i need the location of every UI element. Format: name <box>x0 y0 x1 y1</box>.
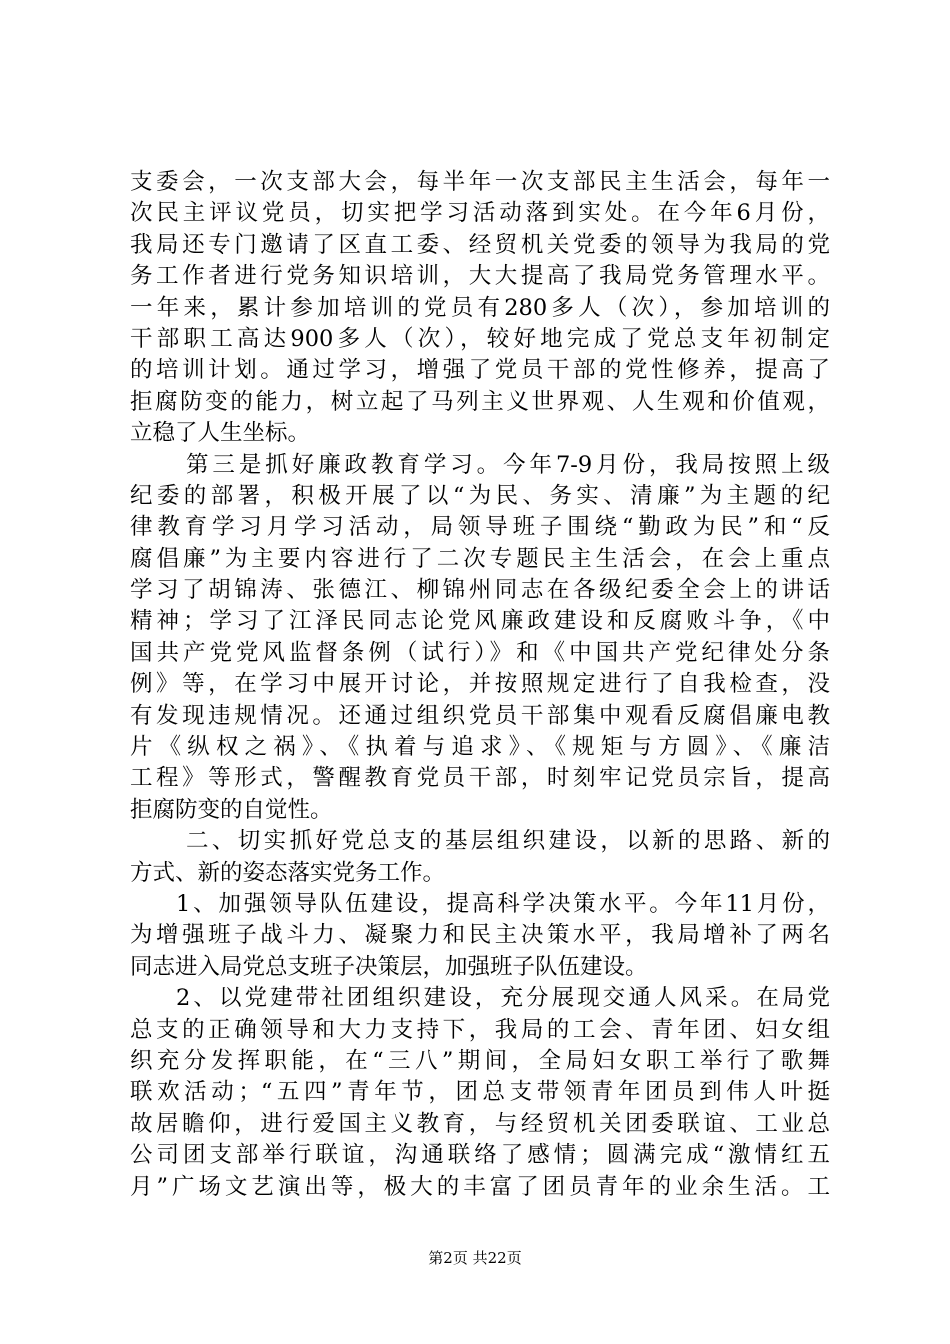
text-line: 我局还专门邀请了区直工委、经贸机关党委的领导为我局的党 <box>130 231 830 258</box>
text-line: 故居瞻仰，进行爱国主义教育，与经贸机关团委联谊、工业总 <box>130 1110 830 1137</box>
text-line: 干部职工高达900多人（次），较好地完成了党总支年初制定 <box>130 325 830 352</box>
text-line: 例》等，在学习中展开讨论，并按照规定进行了自我检查，没 <box>130 671 830 698</box>
text-line: 的培训计划。通过学习，增强了党员干部的党性修养，提高了 <box>130 357 830 384</box>
text-line: 国共产党党风监督条例（试行）》和《中国共产党纪律处分条 <box>130 639 830 666</box>
text-line: 公司团支部举行联谊，沟通联络了感情；圆满完成“激情红五 <box>130 1142 830 1169</box>
text-line: 联欢活动；“五四”青年节，团总支带领青年团员到伟人叶挺 <box>130 1079 830 1106</box>
text-line: 一年来，累计参加培训的党员有280多人（次），参加培训的 <box>130 294 830 321</box>
text-line: 为增强班子战斗力、凝聚力和民主决策水平，我局增补了两名 <box>130 922 830 949</box>
text-line: 精神；学习了江泽民同志论党风廉政建设和反腐败斗争，《中 <box>130 608 830 635</box>
text-line: 学习了胡锦涛、张德江、柳锦州同志在各级纪委全会上的讲话 <box>130 577 830 604</box>
text-line: 方式、新的姿态落实党务工作。 <box>130 859 446 886</box>
text-line: 片《纵权之祸》、《执着与追求》、《规矩与方圆》、《廉洁 <box>130 734 830 761</box>
text-line: 总支的正确领导和大力支持下，我局的工会、青年团、妇女组 <box>130 1016 830 1043</box>
text-line: 第三是抓好廉政教育学习。今年7-9月份，我局按照上级 <box>186 451 830 478</box>
text-line: 支委会，一次支部大会，每半年一次支部民主生活会，每年一 <box>130 169 830 195</box>
text-line: 有发现违规情况。还通过组织党员干部集中观看反腐倡廉电教 <box>130 702 830 729</box>
text-line: 2、以党建带社团组织建设，充分展现交通人风采。在局党 <box>176 985 830 1012</box>
text-line: 二、切实抓好党总支的基层组织建设，以新的思路、新的 <box>186 828 830 855</box>
text-line: 月”广场文艺演出等，极大的丰富了团员青年的业余生活。工 <box>130 1173 830 1200</box>
text-line: 纪委的部署，积极开展了以“为民、务实、清廉”为主题的纪 <box>130 482 830 509</box>
text-line: 律教育学习月学习活动，局领导班子围绕“勤政为民”和“反 <box>130 514 830 541</box>
text-line: 立稳了人生坐标。 <box>130 420 311 447</box>
text-line: 同志进入局党总支班子决策层，加强班子队伍建设。 <box>130 953 648 980</box>
text-line: 织充分发挥职能，在“三八”期间，全局妇女职工举行了歌舞 <box>130 1047 830 1074</box>
text-line: 拒腐防变的能力，树立起了马列主义世界观、人生观和价值观， <box>130 388 830 415</box>
text-line: 次民主评议党员，切实把学习活动落到实处。在今年6月份， <box>130 200 830 227</box>
text-line: 工程》等形式，警醒教育党员干部，时刻牢记党员宗旨，提高 <box>130 765 830 792</box>
page-footer: 第2页 共22页 <box>428 1249 522 1267</box>
text-line: 1、加强领导队伍建设，提高科学决策水平。今年11月份， <box>176 890 830 917</box>
text-line: 务工作者进行党务知识培训，大大提高了我局党务管理水平。 <box>130 263 830 290</box>
text-line: 拒腐防变的自觉性。 <box>130 796 333 823</box>
text-line: 腐倡廉”为主要内容进行了二次专题民主生活会，在会上重点 <box>130 545 830 572</box>
document-body <box>130 167 830 1203</box>
